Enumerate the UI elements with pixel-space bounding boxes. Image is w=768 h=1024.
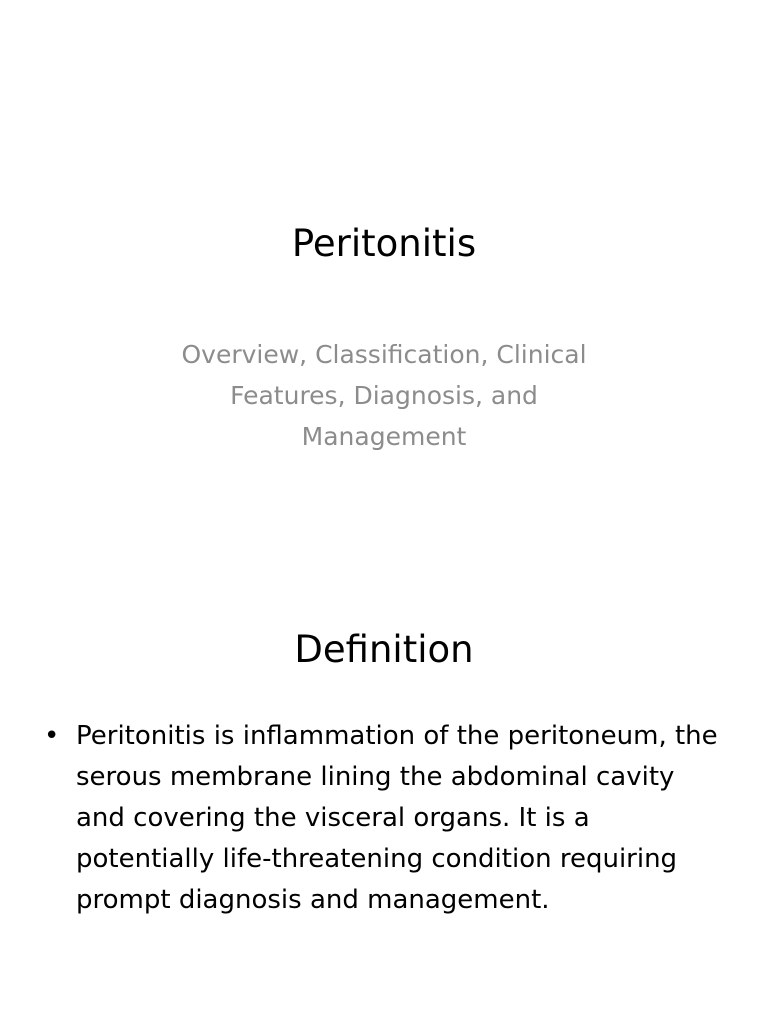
- bullet-list: [40, 716, 730, 921]
- bullet-text: Peritonitis is inflammation of the peritoneum, the serous membrane lining the abdominal cavity and covering the visceral organs. It is a potentially life-threatening condition requiring prompt diagnosis and management.: [76, 721, 718, 915]
- slide-subtitle: Overview, Classification, Clinical Features, Diagnosis, and Management: [181, 340, 587, 451]
- bullet-item: [40, 716, 730, 921]
- definition-slide: [0, 512, 768, 1024]
- slide-title: Peritonitis: [291, 222, 477, 265]
- definition-title: Definition: [294, 628, 474, 671]
- bullet-icon: •: [44, 721, 60, 751]
